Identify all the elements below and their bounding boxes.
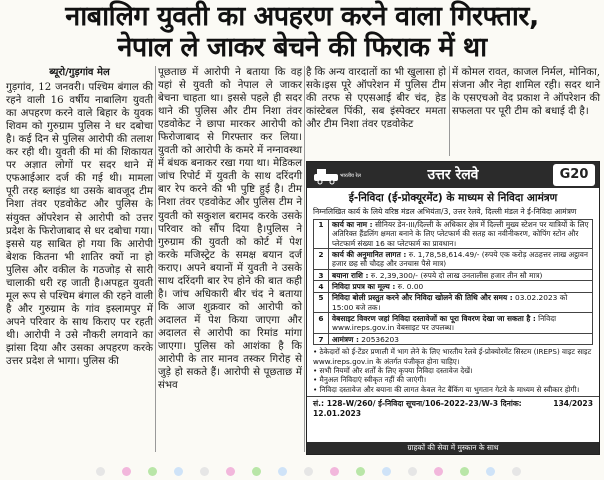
ad-note: • मैनुअल निविदाएं स्वीकृत नहीं की जाएंगी। — [313, 375, 427, 385]
row-number: 6 — [314, 313, 329, 334]
decor-dot — [122, 467, 131, 476]
color-dot-strip — [0, 462, 604, 480]
tender-row — [314, 313, 593, 334]
row-text: निविदा www.ireps.gov.in वेबसाइट पर उपलब्ध। — [332, 313, 557, 333]
ad-note: • ठेकेदारों को ई-टेंडर प्रणाली में भाग लेने के लिए भारतीय रेलवे ई-प्रोक्योरमेंट सिस्टम (IREPS) वाइट साइट www.ireps.gov.in के अंतर्गत पंजीकृत होना चाहिए। — [313, 347, 592, 366]
decor-dot — [200, 467, 209, 476]
decor-dot — [148, 467, 157, 476]
decor-dot — [174, 467, 183, 476]
tender-row — [314, 219, 593, 249]
decor-dot — [356, 467, 365, 476]
notice-code: 134/2023 — [553, 398, 593, 408]
ad-tagline: ग्राहकों की सेवा में मुस्कान के साथ — [307, 442, 599, 454]
decor-dot — [408, 467, 417, 476]
column-divider — [155, 66, 156, 452]
decor-dot — [512, 467, 521, 476]
ad-footer — [307, 396, 599, 420]
row-text: 20536203 — [361, 334, 399, 344]
ad-title: उत्तर रेलवे — [427, 167, 479, 183]
row-content — [329, 313, 593, 334]
row-number: 5 — [314, 292, 329, 313]
decor-dot — [382, 467, 391, 476]
row-text: सीनियर डेन-III/दिल्ली के अधिकार क्षेत्र में दिल्ली मुख्य स्टेशन पर यात्रियों के लिए अतिरिक्त हैंडलिंग क्षमता बनाने के लिए प्लेटफार्म की सतह का नवीनीकरण, कोपिंग स्टोन और प्लेटफार्म संख्या 16 का प्लेटफार्म का प्रावधान। — [332, 220, 589, 248]
article-text-1: गुड़गांव, 12 जनवरी। पश्चिम बंगाल की रहने वाली 16 वर्षीय नाबालिग युवती का अपहरण करने वाले बिहार के युवक शिवम को गुरुग्राम पुलिस ने धर दबोचा है। कई दिन से पुलिस आरोपी की तलाश कर रही थी। युवती की मां की शिकायत पर अज्ञात लोगों पर सदर थाने में एफआईआर दर्ज की गई थी। मामला पूरी तरह ब्लाइंड था उसके बावजूद टीम निशा तंवर एडवोकेट और पुलिस के संयुक्त ऑपरेशन से आरोपी को उत्तर प्रदेश के फिरोजाबाद से धर दबोचा गया। इससे यह साबित हो गया कि आरोपी बेशक कितना भी शातिर क्यों ना हो पुलिस और वकील के गठजोड़ से सारी चालाकी धरी रह जाती है।अपहृत युवती मूल रूप से पश्चिम बंगाल की रहने वाली है और गुरुग्राम के गांव इस्लामपुर में अपने परिवार के साथ किराए पर रहती थी। आरोपी ने उसे नौकरी लगवाने का झांसा दिया और उसका अपहरण करके उत्तर प्रदेश ले भागा। पुलिस की — [6, 82, 153, 368]
row-text: रु. 2,39,300/- (रुपये दो लाख उनतालीस हजार तीन सौ मात्र) — [370, 270, 543, 280]
article-column-4 — [452, 66, 600, 158]
row-label: कार्य की अनुमानित लागत : — [332, 249, 407, 259]
row-number: 7 — [314, 333, 329, 344]
decor-dot — [330, 467, 339, 476]
tender-row — [314, 281, 593, 292]
row-number: 1 — [314, 219, 329, 249]
row-text: रु. 0.00 — [397, 281, 424, 291]
row-label: निविदा प्रपत्र का मूल्य : — [332, 281, 396, 291]
railway-tender-ad — [306, 161, 600, 455]
column-divider — [304, 66, 305, 452]
ad-note: • सभी नियमों और शर्तों के लिए कृपया निविदा दस्तावेज देखें। — [313, 365, 473, 375]
row-content — [329, 219, 593, 249]
article-column-3 — [306, 66, 446, 158]
dateline: ब्यूरो/गुड़गांव मेल — [49, 67, 110, 78]
article-text-4: में कोमल रावत, काजल निर्मल, मोनिका, संजना और नेहा शामिल रही। सदर थाने के एसएचओ वेद प्रकाश ने ऑपरेशन की सफलता पर पूरी टीम को बधाई दी है। — [452, 67, 600, 118]
decor-dot — [226, 467, 235, 476]
row-content — [329, 333, 593, 344]
row-content — [329, 292, 593, 313]
decor-dot — [278, 467, 287, 476]
g20-logo: G20 — [553, 164, 595, 186]
svg-text:भारतीय रेल: भारतीय रेल — [340, 173, 361, 179]
row-label: बयाना राशि : — [332, 270, 369, 280]
row-number: 2 — [314, 249, 329, 270]
row-number: 4 — [314, 281, 329, 292]
tender-row — [314, 333, 593, 344]
tender-row — [314, 249, 593, 270]
headline-line-2: नेपाल ले जाकर बेचने की फिराक में था — [117, 32, 487, 63]
article-text-2: पूछताछ में आरोपी ने बताया कि वह यहां से युवती को नेपाल ले जाकर बेचना चाहता था। इससे पहले ही सदर थाने की पुलिस और टीम निशा तंवर एडवोकेट ने छापा मारकर आरोपी को फिरोजाबाद से गिरफ्तार कर लिया। युवती को आरोपी के कमरे में नग्नावस्था में बंधक बनाकर रखा गया था। मेडिकल जांच रिपोर्ट में युवती के साथ दरिंदगी बार रेप करने की भी पुष्टि हुई है। टीम निशा तंवर एडवोकेट और पुलिस टीम ने युवती को सकुशल बरामद करके उसके परिवार को सौंप दिया है।पुलिस ने गुरुग्राम की युवती को कोर्ट में पेश करके मजिस्ट्रेट के समक्ष बयान दर्ज कराए। अपने बयानों में युवती ने उसके साथ दरिंदगी बार रेप होने की बात कही है। जांच अधिकारी बीर चंद ने बताया कि आज शुक्रवार को आरोपी को अदालत में पेश किया जाएगा और अदालत से आरोपी का रिमांड मांगा जाएगा। पुलिस को आशंका है कि आरोपी के तार मानव तस्कर गिरोह से जुड़े हो सकते हैं। आरोपी से पूछताछ में संभव — [158, 67, 302, 392]
ad-notes — [307, 345, 599, 393]
decor-dot — [486, 467, 495, 476]
row-label: कार्य का नाम : — [332, 220, 373, 230]
row-content — [329, 249, 593, 270]
tender-row — [314, 269, 593, 280]
tender-row — [314, 292, 593, 313]
article-text-3: है कि अन्य वारदातों का भी खुलासा हो सके।इस पूरे ऑपरेशन में पुलिस टीम की तरफ से एएसआई बीर चंद, हेड कांस्टेबल पिंकी, सब इंस्पेक्टर ममता और टीम निशा तंवर एडवोकेट — [306, 67, 446, 131]
notice-number: सं.: 128-W/260/ ई-निविदा सूचना/106-2022-23/W-3 दिनांक: 12.01.2023 — [313, 398, 522, 418]
row-label: निविदा बोली प्रस्तुत करने और निविदा खोलने की तिथि और समय : — [332, 293, 513, 303]
decor-dot — [96, 467, 105, 476]
row-label: वेबसाइट विवरण जहां निविदा दस्तावेजों का पूरा विवरण देखा जा सकता है : — [332, 313, 536, 323]
decor-dot — [304, 467, 313, 476]
row-content — [329, 281, 593, 292]
ad-intro: निम्नलिखित कार्य के लिये वरिष्ठ मंडल अभियंता/3, उत्तर रेलवे, दिल्ली मंडल ने ई-निविदा आमंत्रण — [313, 207, 577, 216]
tender-details-table — [313, 219, 593, 346]
headline — [6, 1, 598, 63]
ad-subtitle: ई-निविदा (ई-प्रोक्यूरमेंट) के माध्यम से निविदा आमंत्रण — [348, 192, 558, 204]
column-divider — [449, 66, 450, 156]
decor-dot — [460, 467, 469, 476]
article-column-1 — [6, 66, 153, 446]
row-number: 3 — [314, 269, 329, 280]
row-label: आमंत्रण : — [332, 334, 359, 344]
ad-note: • निविदा दस्तावेज और बयाना की लागत केवल नेट बैंकिंग या भुगतान गेटवे के माध्यम से स्वीकार होगी। — [313, 384, 580, 394]
row-text: रु. 1,78,58,614.49/- (रुपये एक करोड़ अठहत्तर लाख अट्ठावन हजार छह सौ चौदह और उनचास पैसे मात्र) — [332, 249, 588, 269]
headline-line-1: नाबालिग युवती का अपहरण करने वाला गिरफ्तार, — [65, 1, 539, 32]
decor-dot — [434, 467, 443, 476]
ad-header-band — [307, 162, 599, 188]
row-content — [329, 269, 593, 280]
decor-dot — [252, 467, 261, 476]
row-text: 03.02.2023 को 15:00 बजे तक। — [332, 293, 568, 312]
article-column-2 — [158, 66, 302, 446]
